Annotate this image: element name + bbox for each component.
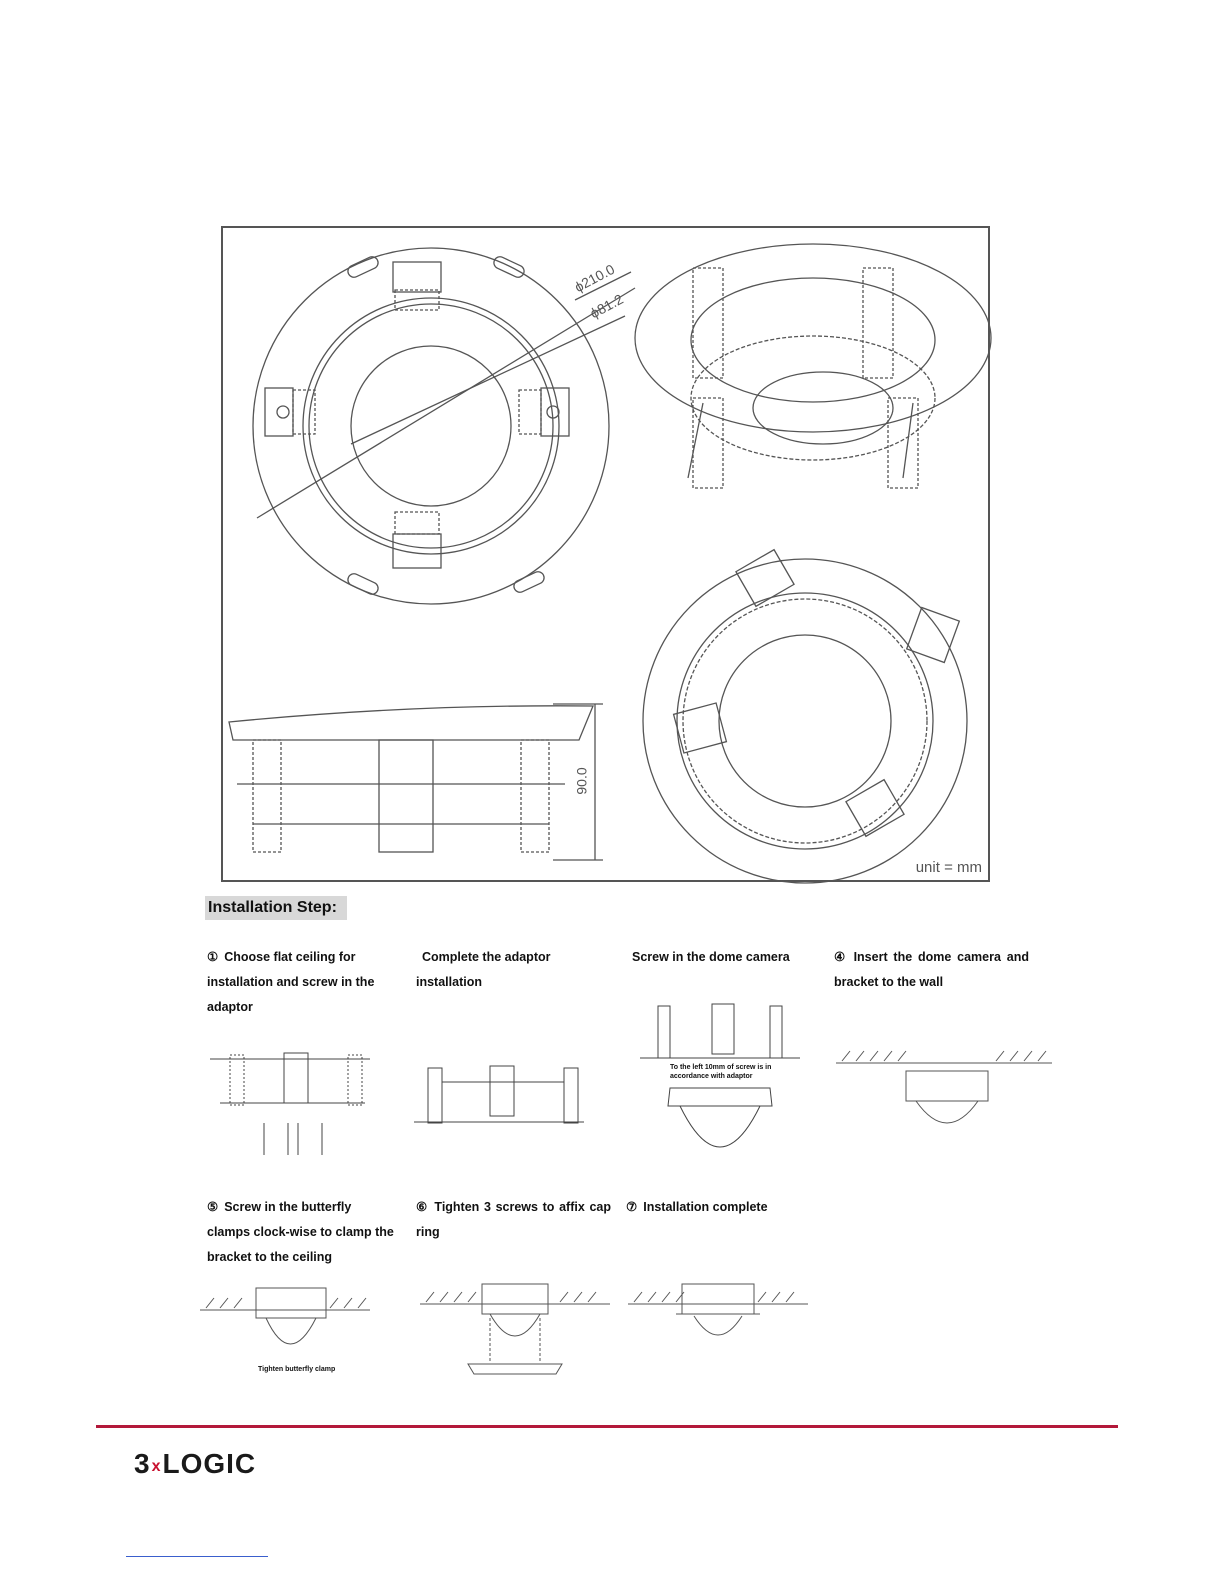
technical-drawing: [221, 226, 990, 882]
step-7-text: Installation complete: [643, 1200, 768, 1214]
step-2: [416, 945, 596, 995]
step-1-illustration: [210, 1045, 370, 1165]
step-5-text: Screw in the butterfly clamps clock-wise to clamp the bracket to the ceiling: [207, 1200, 394, 1264]
step-4: [834, 945, 1029, 995]
company-logo: [134, 1448, 256, 1480]
step-2-text: Complete the adaptor installation: [416, 950, 551, 989]
dim-inner-label: ϕ81.2: [587, 290, 626, 322]
clamp-note: Tighten butterfly clamp: [258, 1366, 336, 1373]
step-7: [626, 1195, 816, 1220]
drawing-svg: [223, 228, 992, 884]
dim-height-label: 90.0: [573, 767, 590, 795]
top-view-outer-ring: [253, 248, 609, 604]
logo-prefix: 3: [134, 1448, 151, 1479]
step-6-illustration: [420, 1278, 610, 1378]
step-7-number: ⑦: [626, 1200, 638, 1214]
logo-suffix: LOGIC: [162, 1448, 257, 1479]
step-1: [207, 945, 392, 1020]
step-4-number: ④: [834, 950, 848, 964]
step-3: [626, 945, 816, 970]
unit-label: unit = mm: [915, 859, 982, 876]
dim-outer-label: ϕ210.0: [571, 260, 618, 296]
step-2-illustration: [414, 1060, 584, 1130]
step-1-text: Choose flat ceiling for installation and screw in the adaptor: [207, 950, 375, 1014]
step-5-illustration: [200, 1280, 370, 1360]
step-4-text: Insert the dome camera and bracket to the wall: [834, 950, 1029, 989]
step-6: [416, 1195, 611, 1245]
step-6-number: ⑥: [416, 1200, 429, 1214]
step-1-number: ①: [207, 950, 219, 964]
footer-link-underline: [126, 1556, 268, 1557]
step-5-number: ⑤: [207, 1200, 219, 1214]
step-4-illustration: [836, 1045, 1052, 1145]
step-6-text: Tighten 3 screws to affix cap ring: [416, 1200, 611, 1239]
step-3-text: Screw in the dome camera: [632, 950, 790, 964]
screw-note: To the left 10mm of screw is in accordance with adaptor: [670, 1064, 772, 1080]
footer-rule: [96, 1425, 1118, 1428]
step-7-illustration: [628, 1278, 808, 1348]
section-title: Installation Step:: [205, 896, 347, 920]
step-3-illustration: [640, 1000, 800, 1168]
logo-x: x: [151, 1458, 162, 1475]
step-5: [207, 1195, 397, 1270]
